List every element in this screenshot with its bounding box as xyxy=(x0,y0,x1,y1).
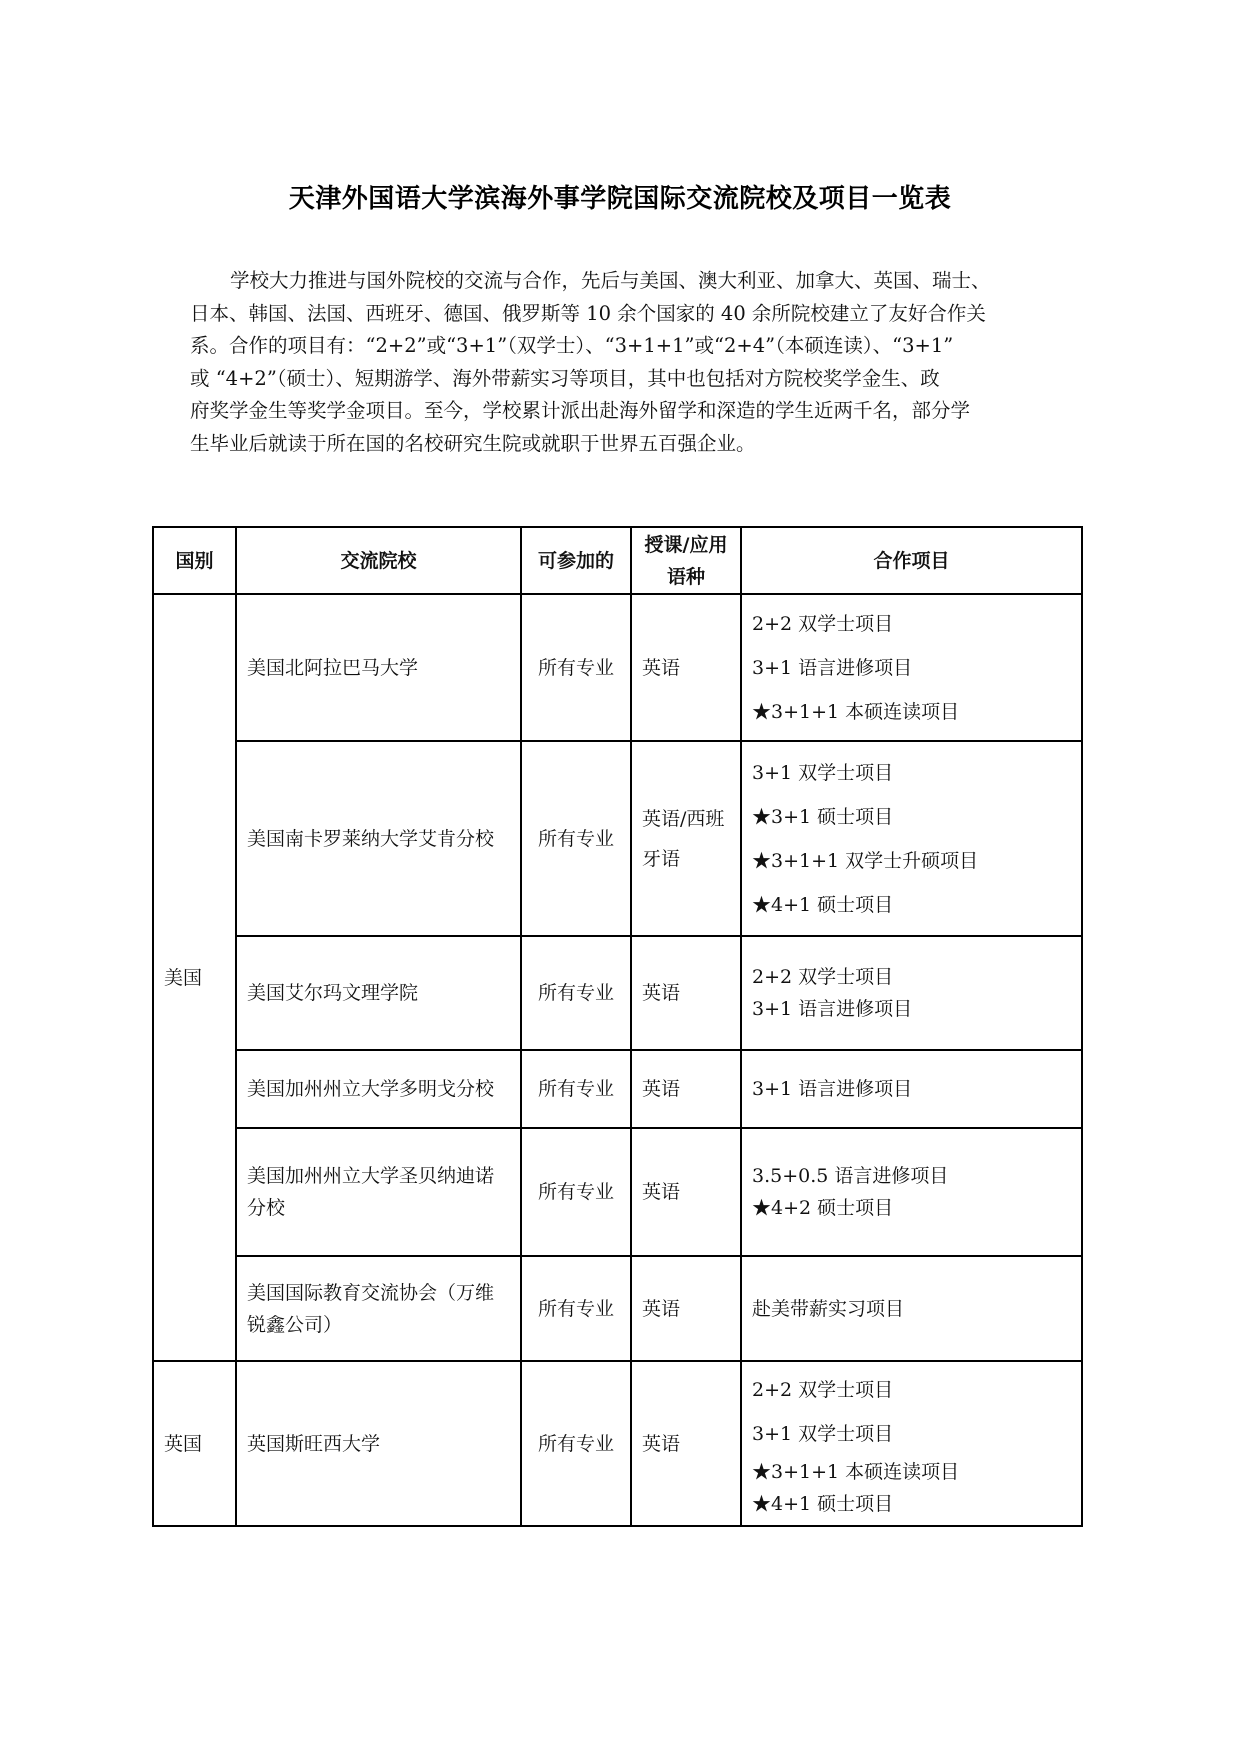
projects-cell xyxy=(741,1361,1082,1526)
intro-line: 府奖学金生等奖学金项目。至今，学校累计派出赴海外留学和深造的学生近两千名，部分学 xyxy=(190,399,971,422)
school-cell: 美国加州州立大学圣贝纳迪诺分校 xyxy=(236,1128,521,1256)
school-cell: 美国加州州立大学多明戈分校 xyxy=(236,1050,521,1128)
table-row xyxy=(153,741,1082,936)
project-item: 2+2 双学士项目 xyxy=(752,1378,894,1401)
project-item: ★4+2 硕士项目 xyxy=(752,1197,894,1219)
language-cell: 英语 xyxy=(631,1128,741,1256)
project-item: 2+2 双学士项目 xyxy=(752,612,894,635)
eligible-cell: 所有专业 xyxy=(521,1256,631,1361)
language-cell: 英语 xyxy=(631,1361,741,1526)
eligible-cell: 所有专业 xyxy=(521,1361,631,1526)
intro-line: 学校大力推进与国外院校的交流与合作，先后与美国、澳大利亚、加拿大、英国、瑞士、 xyxy=(230,269,991,292)
intro-line: 系。合作的项目有：“2+2”或“3+1”（双学士）、“3+1+1”或“2+4”（本硕连读）、“3+1” xyxy=(190,334,954,357)
header-language: 授课/应用语种 xyxy=(631,527,741,594)
school-cell: 美国北阿拉巴马大学 xyxy=(236,594,521,741)
table-row xyxy=(153,936,1082,1050)
table-header-row xyxy=(153,527,1082,594)
language-cell: 英语 xyxy=(631,1050,741,1128)
project-item: ★4+1 硕士项目 xyxy=(752,1492,894,1515)
country-cell: 美国 xyxy=(153,594,236,1361)
projects-cell xyxy=(741,936,1082,1050)
header-eligible: 可参加的 xyxy=(521,527,631,594)
intro-line: 生毕业后就读于所在国的名校研究生院或就职于世界五百强企业。 xyxy=(190,431,756,455)
eligible-cell: 所有专业 xyxy=(521,741,631,936)
project-item: 3+1 语言进修项目 xyxy=(752,1078,913,1100)
school-cell: 美国南卡罗莱纳大学艾肯分校 xyxy=(236,741,521,936)
project-item: ★3+1+1 本硕连读项目 xyxy=(752,700,960,723)
eligible-cell: 所有专业 xyxy=(521,594,631,741)
school-cell: 美国艾尔玛文理学院 xyxy=(236,936,521,1050)
header-projects: 合作项目 xyxy=(741,527,1082,594)
project-item: 3+1 语言进修项目 xyxy=(752,656,913,679)
intro-line: 或 “4+2”（硕士）、短期游学、海外带薪实习等项目，其中也包括对方院校奖学金生、政 xyxy=(190,366,940,390)
table-row xyxy=(153,1128,1082,1256)
eligible-cell: 所有专业 xyxy=(521,1128,631,1256)
projects-cell xyxy=(741,594,1082,741)
document-title: 天津外国语大学滨海外事学院国际交流院校及项目一览表 xyxy=(288,184,952,214)
table-row xyxy=(153,1050,1082,1128)
project-item: 2+2 双学士项目 xyxy=(752,966,894,988)
project-item: ★3+1 硕士项目 xyxy=(752,805,894,828)
projects-cell xyxy=(741,1128,1082,1256)
language-cell: 英语 xyxy=(631,1256,741,1361)
school-cell: 英国斯旺西大学 xyxy=(236,1361,521,1526)
header-country: 国别 xyxy=(153,527,236,594)
project-item: 3+1 双学士项目 xyxy=(752,761,894,784)
country-cell: 英国 xyxy=(153,1361,236,1526)
project-item: ★3+1+1 本硕连读项目 xyxy=(752,1460,960,1483)
school-cell: 美国国际教育交流协会（万维锐鑫公司） xyxy=(236,1256,521,1361)
intro-paragraph xyxy=(190,265,1070,460)
language-cell: 英语 xyxy=(631,594,741,741)
table-row xyxy=(153,1361,1082,1526)
projects-cell xyxy=(741,741,1082,936)
project-item: 3.5+0.5 语言进修项目 xyxy=(752,1165,949,1187)
project-item: 3+1 语言进修项目 xyxy=(752,998,913,1020)
project-item: ★3+1+1 双学士升硕项目 xyxy=(752,849,979,872)
eligible-cell: 所有专业 xyxy=(521,936,631,1050)
project-item: ★4+1 硕士项目 xyxy=(752,893,894,916)
projects-cell xyxy=(741,1050,1082,1128)
header-school: 交流院校 xyxy=(236,527,521,594)
project-item: 赴美带薪实习项目 xyxy=(752,1297,905,1320)
table-row xyxy=(153,594,1082,741)
project-item: 3+1 双学士项目 xyxy=(752,1422,894,1445)
eligible-cell: 所有专业 xyxy=(521,1050,631,1128)
exchange-table xyxy=(152,526,1083,1527)
table-row xyxy=(153,1256,1082,1361)
language-cell xyxy=(631,741,741,936)
language-text: 英语/西班牙语 xyxy=(642,807,725,870)
language-cell: 英语 xyxy=(631,936,741,1050)
intro-line: 日本、韩国、法国、西班牙、德国、俄罗斯等 10 余个国家的 40 余所院校建立了友好合作关 xyxy=(190,301,986,325)
projects-cell xyxy=(741,1256,1082,1361)
